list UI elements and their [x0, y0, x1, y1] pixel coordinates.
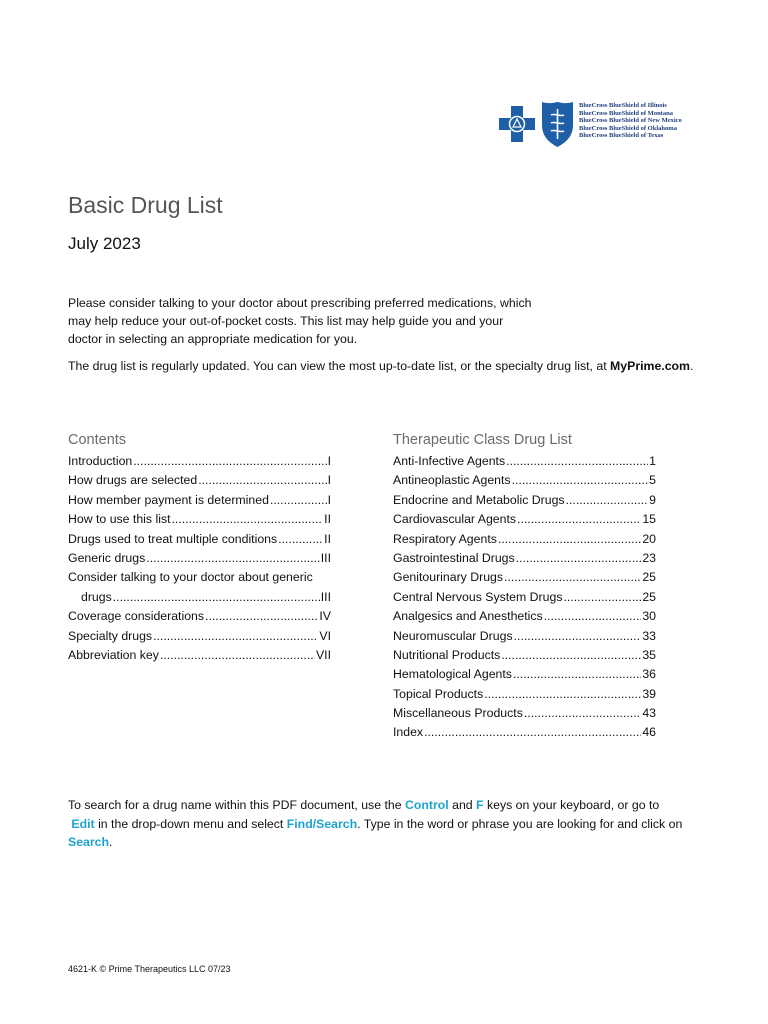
toc-page: 43 — [642, 706, 656, 721]
toc-item[interactable] — [393, 493, 656, 512]
page-title: Basic Drug List — [68, 192, 223, 218]
toc-leader — [563, 590, 641, 604]
toc-leader — [566, 493, 649, 507]
toc-item[interactable] — [393, 725, 656, 744]
search-text: and — [448, 798, 477, 812]
toc-label: Introduction — [68, 454, 133, 468]
toc-label: Abbreviation key — [68, 647, 159, 662]
toc-page: VI — [319, 628, 331, 643]
toc-label: Generic drugs — [68, 550, 146, 565]
keyword-control: Control — [404, 798, 449, 812]
toc-leader — [513, 667, 641, 681]
toc-label: Neuromuscular Drugs — [393, 628, 513, 643]
toc-leader — [270, 493, 327, 507]
search-text: To search for a drug name within this PDF document, use the — [68, 798, 405, 812]
toc-item[interactable] — [68, 532, 331, 551]
toc-item[interactable] — [393, 473, 656, 492]
toc-page: 25 — [642, 570, 656, 585]
keyword-f: F — [476, 798, 484, 812]
toc-page: I — [327, 473, 331, 488]
toc-page: 35 — [642, 647, 656, 662]
toc-label: Respiratory Agents — [393, 531, 497, 546]
toc-item[interactable] — [68, 609, 331, 628]
toc-page: 9 — [649, 492, 656, 507]
toc-item[interactable] — [393, 570, 656, 589]
toc-item[interactable] — [393, 512, 656, 531]
keyword-find-search: Find/Search — [286, 816, 358, 831]
toc-label: drugs — [81, 589, 112, 604]
plan-name: BlueCross BlueShield of Montana — [579, 109, 673, 117]
toc-leader — [198, 473, 326, 487]
toc-page: 39 — [642, 686, 656, 701]
toc-leader — [133, 454, 326, 468]
therapeutic-heading: Therapeutic Class Drug List — [393, 432, 572, 448]
toc-label: Coverage considerations — [68, 609, 205, 624]
toc-item[interactable] — [393, 706, 656, 725]
toc-item[interactable] — [393, 687, 656, 706]
search-instructions — [68, 796, 708, 852]
toc-item[interactable] — [68, 570, 331, 589]
toc-page: III — [320, 589, 331, 604]
toc-label: Cardiovascular Agents — [393, 512, 517, 527]
toc-page: 30 — [642, 609, 656, 624]
toc-label: Consider talking to your doctor about generic — [68, 570, 313, 585]
toc-item[interactable] — [68, 493, 331, 512]
contents-list — [68, 454, 331, 667]
toc-item[interactable] — [393, 590, 656, 609]
toc-label: Index — [393, 725, 424, 740]
toc-label: Nutritional Products — [393, 647, 501, 662]
toc-leader — [172, 512, 324, 526]
update-paragraph — [68, 357, 708, 376]
blue-cross-icon — [499, 106, 535, 142]
toc-label: Endocrine and Metabolic Drugs — [393, 492, 565, 507]
intro-paragraph: Please consider talking to your doctor about prescribing preferred medications, which may help reduce your out-of-pocket costs. This list may help guide you and your doctor in selecting an appropriate medication for you. — [68, 296, 532, 346]
plan-name: BlueCross BlueShield of New Mexico — [579, 117, 682, 125]
toc-page: 23 — [642, 550, 656, 565]
toc-leader — [153, 629, 318, 643]
toc-item[interactable] — [393, 551, 656, 570]
blue-shield-icon — [540, 101, 575, 148]
toc-page: 36 — [642, 667, 656, 682]
toc-page: 33 — [642, 628, 656, 643]
toc-page: IV — [319, 609, 331, 624]
toc-leader — [514, 629, 642, 643]
toc-label: Specialty drugs — [68, 628, 153, 643]
contents-heading: Contents — [68, 432, 127, 448]
toc-page: 15 — [642, 512, 656, 527]
toc-item[interactable] — [393, 629, 656, 648]
plan-name: BlueCross BlueShield of Illinois — [579, 102, 667, 109]
toc-label: Drugs used to treat multiple conditions — [68, 531, 278, 546]
toc-page: III — [320, 550, 331, 565]
toc-leader — [278, 532, 323, 546]
toc-page: 5 — [649, 473, 656, 488]
bcbs-logo — [499, 101, 704, 163]
search-text: in the drop-down menu and select — [94, 816, 287, 831]
toc-leader — [498, 532, 641, 546]
toc-label: Topical Products — [393, 686, 484, 701]
toc-page: 25 — [642, 589, 656, 604]
toc-item[interactable] — [68, 473, 331, 492]
toc-label: Miscellaneous Products — [393, 706, 523, 721]
search-text: keys on your keyboard, or go to — [483, 798, 660, 812]
toc-leader — [146, 551, 320, 565]
toc-item[interactable] — [393, 454, 656, 473]
toc-leader — [517, 512, 641, 526]
keyword-edit: Edit — [71, 816, 95, 831]
toc-leader — [512, 473, 649, 487]
toc-label: Hematological Agents — [393, 667, 512, 682]
toc-item[interactable] — [393, 609, 656, 628]
toc-leader — [160, 648, 315, 662]
footer-copyright: 4621-K © Prime Therapeutics LLC 07/23 — [68, 964, 231, 974]
toc-leader — [424, 725, 641, 739]
toc-label: Anti-Infective Agents — [393, 454, 506, 468]
toc-leader — [516, 551, 642, 565]
toc-label: Gastrointestinal Drugs — [393, 550, 515, 565]
plan-name: BlueCross BlueShield of Texas — [579, 132, 664, 140]
toc-leader — [504, 570, 641, 584]
toc-item[interactable] — [393, 532, 656, 551]
toc-leader — [113, 590, 320, 604]
toc-item[interactable] — [68, 512, 331, 531]
plan-name: BlueCross BlueShield of Oklahoma — [579, 124, 677, 132]
toc-item[interactable] — [68, 590, 331, 609]
toc-label: How drugs are selected — [68, 473, 198, 488]
toc-label: Antineoplastic Agents — [393, 473, 511, 488]
toc-label: Genitourinary Drugs — [393, 570, 504, 585]
search-text: . Type in the word or phrase you are looking for and click on — [357, 816, 683, 831]
toc-item[interactable] — [68, 454, 331, 473]
toc-item[interactable] — [68, 629, 331, 648]
therapeutic-list — [393, 454, 656, 745]
toc-page: 1 — [649, 454, 656, 468]
logo-plan-names — [579, 102, 682, 140]
toc-item[interactable] — [393, 648, 656, 667]
toc-page: I — [327, 454, 331, 468]
toc-item[interactable] — [393, 667, 656, 686]
toc-label: Central Nervous System Drugs — [393, 589, 563, 604]
toc-page: VII — [315, 647, 331, 662]
document-date: July 2023 — [68, 234, 141, 253]
toc-item[interactable] — [68, 551, 331, 570]
myprime-link[interactable]: MyPrime.com — [610, 359, 690, 373]
toc-leader — [501, 648, 641, 662]
toc-leader — [205, 609, 318, 623]
toc-label: How member payment is determined — [68, 492, 269, 507]
toc-page: 20 — [642, 531, 656, 546]
toc-leader — [524, 706, 641, 720]
toc-label: Analgesics and Anesthetics — [393, 609, 543, 624]
toc-page: II — [324, 531, 331, 546]
toc-leader — [484, 687, 641, 701]
update-text-end: . — [690, 359, 694, 373]
search-text: . — [109, 835, 113, 849]
toc-item[interactable] — [68, 648, 331, 667]
toc-leader — [544, 609, 642, 623]
toc-label: How to use this list — [68, 512, 171, 527]
keyword-search: Search — [68, 835, 110, 849]
toc-page: I — [327, 492, 331, 507]
toc-page: II — [324, 512, 331, 527]
toc-leader — [506, 454, 648, 468]
update-text: The drug list is regularly updated. You can view the most up-to-date list, or the specialty drug list, at — [68, 359, 611, 373]
toc-page: 46 — [642, 725, 656, 740]
